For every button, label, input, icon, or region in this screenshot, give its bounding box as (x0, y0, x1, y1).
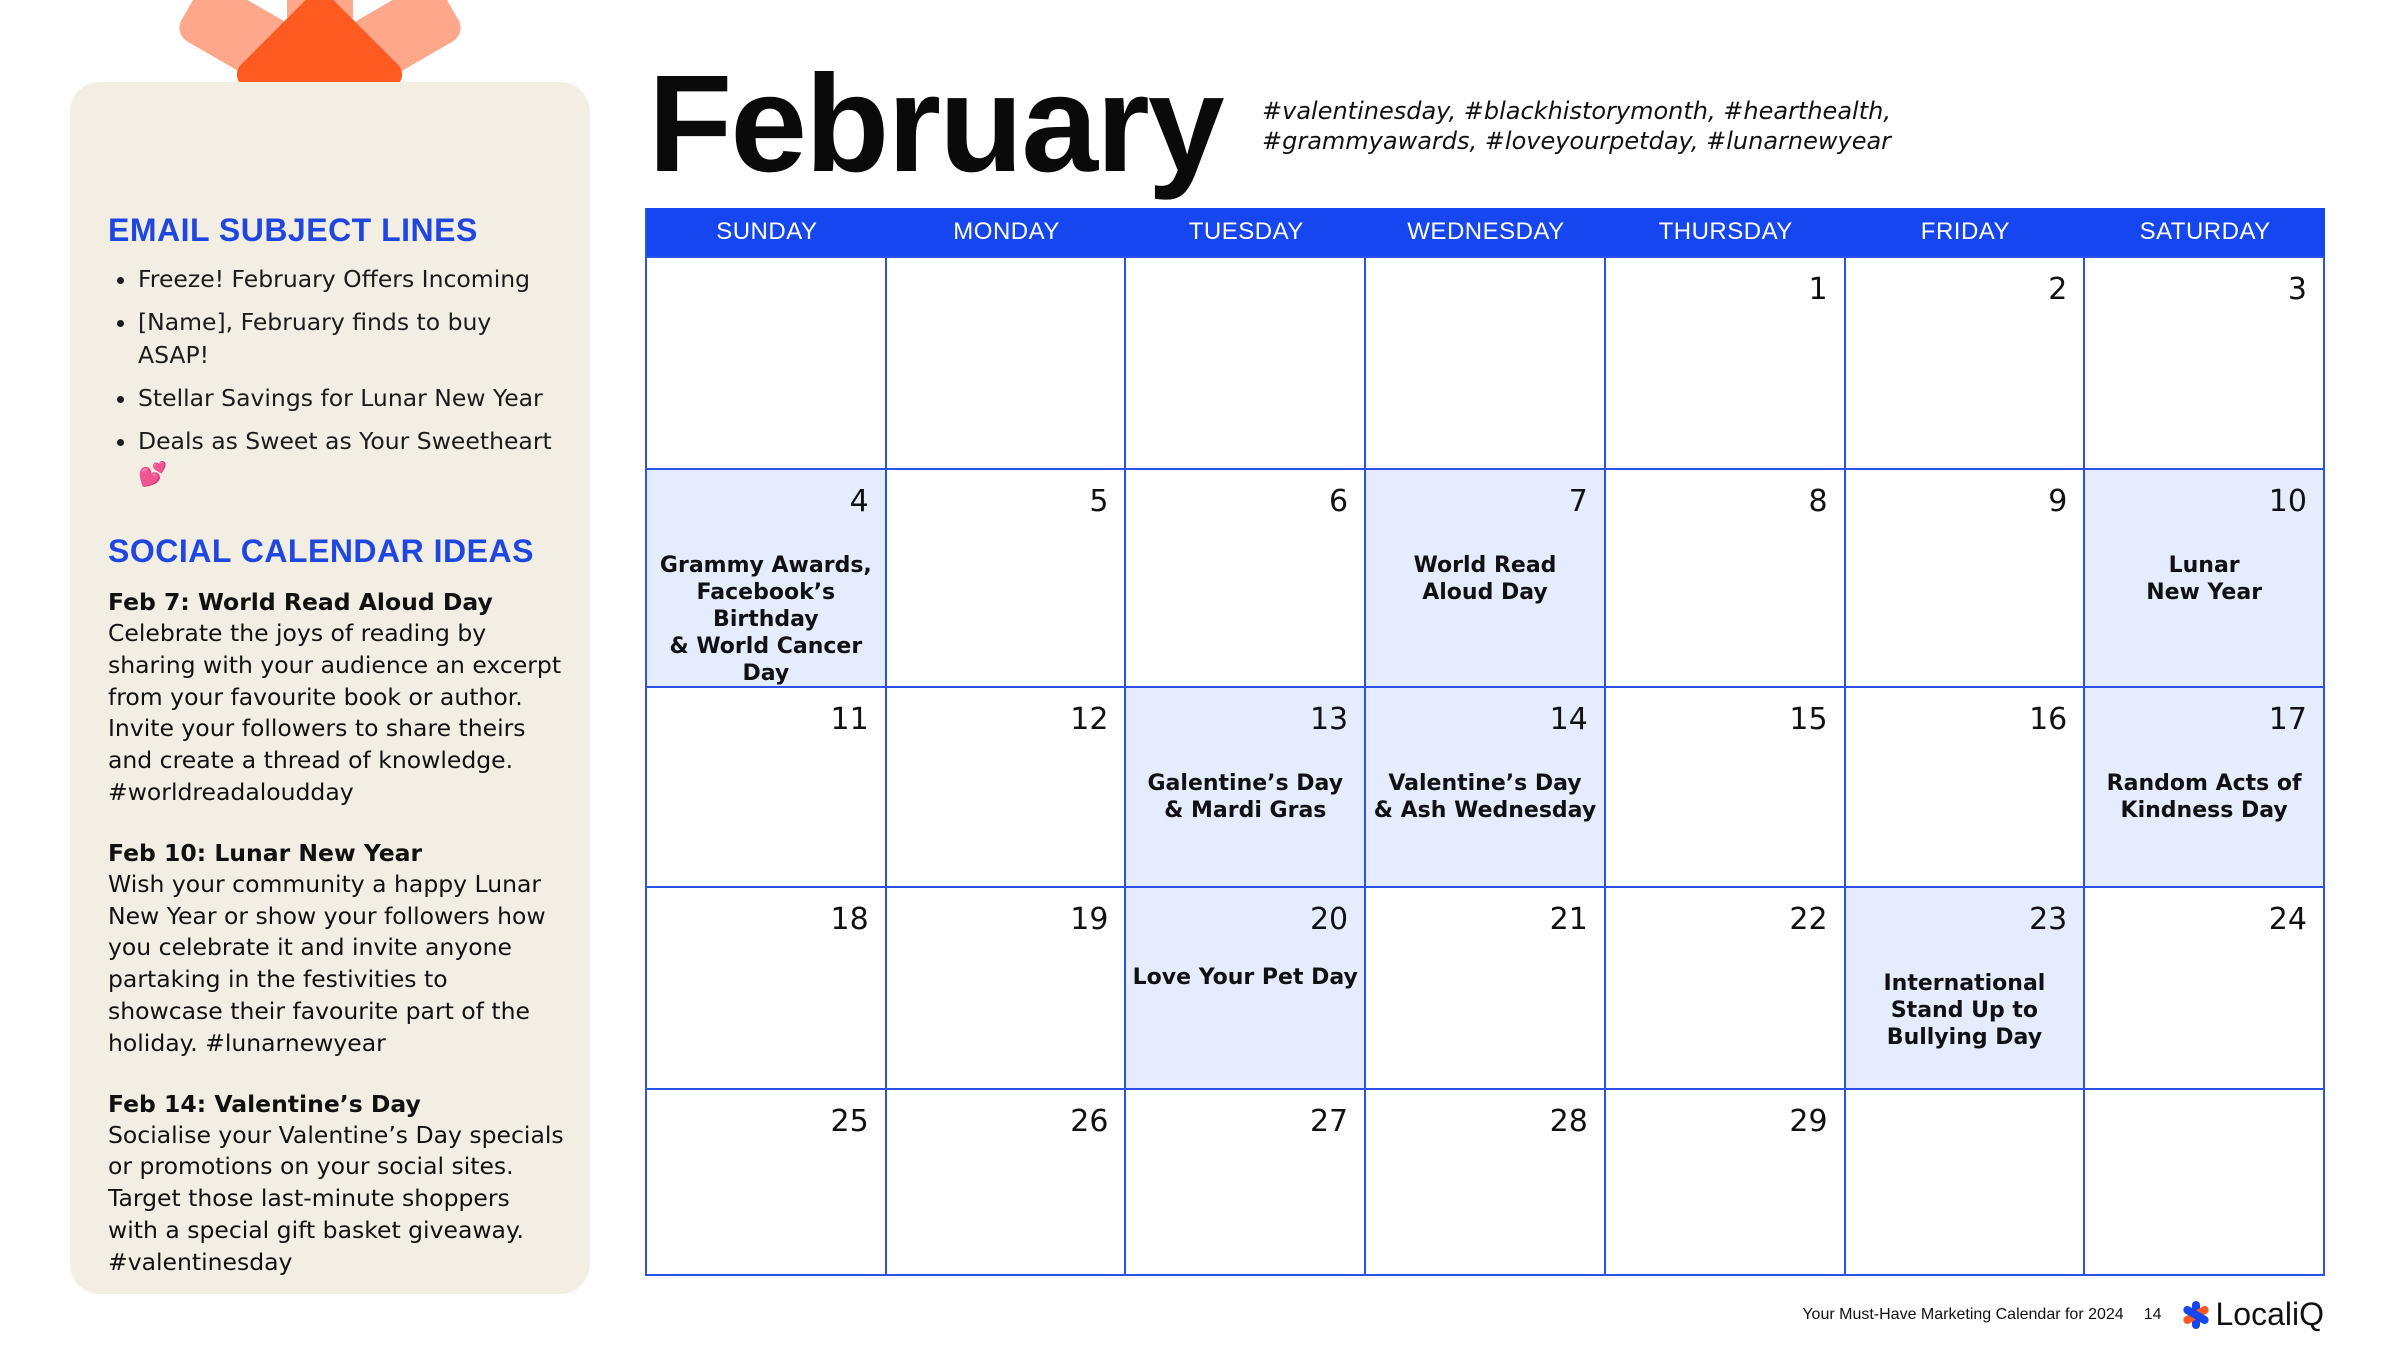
day-cell (1366, 256, 1606, 468)
day-cell (1366, 686, 1606, 886)
day-cell (887, 256, 1127, 468)
day-cell (1606, 468, 1846, 686)
idea-title: Feb 14: Valentine’s Day (108, 1089, 421, 1118)
day-number: 7 (1568, 484, 1588, 519)
day-number: 9 (2048, 484, 2068, 519)
list-item: • Freeze! February Offers Incoming (138, 263, 564, 296)
footer-text: Your Must-Have Marketing Calendar for 2024 (1802, 1305, 2124, 1323)
day-number: 1 (1808, 272, 1828, 307)
day-number: 26 (1070, 1104, 1109, 1139)
day-number: 24 (2268, 902, 2307, 937)
day-number: 14 (1549, 702, 1588, 737)
idea-body: Celebrate the joys of reading by sharing with your audience an excerpt from your favourite book or author. Invite your followers to share theirs and create a thread of knowledge. #worldreadaloudday (108, 619, 562, 806)
list-item: • Stellar Savings for Lunar New Year (138, 382, 564, 415)
calendar-week (647, 256, 2325, 468)
day-cell (1126, 686, 1366, 886)
day-number: 15 (1789, 702, 1828, 737)
day-header-monday: MONDAY (953, 218, 1060, 245)
day-event: Valentine’s Day & Ash Wednesday (1373, 771, 1597, 823)
day-cell (1846, 686, 2086, 886)
day-cell (1606, 886, 1846, 1088)
day-event: Love Your Pet Day (1132, 965, 1358, 990)
idea-body: Wish your community a happy Lunar New Year or show your followers how you celebrate it and invite anyone partaking in the festivities to showcase their favourite part of the holiday. #lunarnewyear (108, 869, 546, 1057)
day-cell (2085, 1088, 2325, 1274)
day-number: 8 (1808, 484, 1828, 519)
day-number: 23 (2029, 902, 2068, 937)
day-cell (1606, 1088, 1846, 1274)
social-calendar-ideas-title: SOCIAL CALENDAR IDEAS (108, 533, 534, 569)
day-cell (1366, 1088, 1606, 1274)
calendar-week (647, 1088, 2325, 1274)
localiq-flower-icon (2182, 1301, 2210, 1329)
day-number: 6 (1329, 484, 1349, 519)
day-event: World Read Aloud Day (1413, 553, 1557, 605)
day-cell (1126, 886, 1366, 1088)
day-number: 27 (1309, 1104, 1349, 1139)
day-cell (887, 686, 1127, 886)
day-number: 20 (1309, 902, 1349, 937)
day-number: 5 (1089, 484, 1109, 519)
day-number: 18 (830, 902, 869, 937)
day-cell (1606, 256, 1846, 468)
day-cell (1126, 256, 1366, 468)
day-header-saturday: SATURDAY (2139, 218, 2271, 245)
day-number: 17 (2268, 702, 2307, 737)
day-cell (2085, 886, 2325, 1088)
day-number: 25 (830, 1104, 869, 1139)
day-cell (1846, 1088, 2086, 1274)
day-event: Random Acts of Kindness Day (2106, 771, 2302, 823)
day-cell (647, 256, 887, 468)
calendar-header (647, 208, 2325, 256)
day-cell (647, 886, 887, 1088)
calendar-grid (645, 208, 2325, 1276)
email-subject-lines-title: EMAIL SUBJECT LINES (108, 212, 478, 248)
day-header-wednesday: WEDNESDAY (1407, 218, 1565, 245)
day-cell (1366, 468, 1606, 686)
day-cell (887, 468, 1127, 686)
hashtags-line: #valentinesday, #blackhistorymonth, #hearthealth, (1262, 97, 1891, 125)
logo-text: LocaliQ (2215, 1296, 2324, 1332)
month-title: February (648, 47, 1223, 201)
day-number: 29 (1789, 1104, 1828, 1139)
day-number: 22 (1789, 902, 1828, 937)
day-number: 2 (2048, 272, 2068, 307)
day-cell (887, 1088, 1127, 1274)
day-event: Galentine’s Day & Mardi Gras (1147, 771, 1344, 823)
day-cell (1126, 1088, 1366, 1274)
day-header-sunday: SUNDAY (716, 218, 818, 245)
day-number: 3 (2287, 272, 2307, 307)
day-cell (647, 468, 887, 686)
idea-item (108, 1088, 564, 1279)
day-cell (2085, 686, 2325, 886)
day-cell (2085, 468, 2325, 686)
day-cell (1846, 468, 2086, 686)
day-number: 16 (2029, 702, 2068, 737)
sidebar-panel (70, 82, 590, 1294)
day-event: International Stand Up to Bullying Day (1883, 971, 2046, 1050)
email-subject-list (108, 263, 564, 491)
day-number: 12 (1070, 702, 1109, 737)
footer (1802, 1296, 2324, 1333)
calendar-week (647, 468, 2325, 686)
idea-body: Socialise your Valentine’s Day specials or promotions on your social sites. Target those last-minute shoppers with a special gift basket giveaway. #valentinesday (108, 1120, 564, 1276)
day-cell (647, 1088, 887, 1274)
idea-title: Feb 10: Lunar New Year (108, 838, 423, 867)
list-item: • [Name], February finds to buy ASAP! (138, 306, 564, 372)
hashtags (1262, 96, 1891, 156)
day-cell (1606, 686, 1846, 886)
day-cell (1126, 468, 1366, 686)
day-number: 13 (1309, 702, 1349, 737)
idea-item (108, 837, 564, 1060)
day-number: 4 (849, 484, 869, 519)
day-number: 10 (2268, 484, 2307, 519)
logo (2182, 1296, 2325, 1333)
day-cell (1846, 256, 2086, 468)
day-number: 11 (830, 702, 869, 737)
day-header-thursday: THURSDAY (1658, 218, 1793, 245)
hashtags-line: #grammyawards, #loveyourpetday, #lunarnewyear (1262, 127, 1892, 155)
day-cell (2085, 256, 2325, 468)
page-number: 14 (2143, 1305, 2162, 1323)
day-cell (1366, 886, 1606, 1088)
idea-item (108, 586, 564, 809)
day-cell (887, 886, 1127, 1088)
day-number: 19 (1070, 902, 1109, 937)
calendar-weeks (647, 256, 2325, 1274)
day-number: 21 (1549, 902, 1588, 937)
day-event: Lunar New Year (2146, 553, 2263, 605)
day-event: Grammy Awards, Facebook’s Birthday & World Cancer Day (659, 553, 872, 686)
day-number: 28 (1549, 1104, 1588, 1139)
day-header-friday: FRIDAY (1920, 218, 2011, 245)
idea-title: Feb 7: World Read Aloud Day (108, 588, 493, 616)
list-item: • Deals as Sweet as Your Sweetheart💕 (138, 425, 564, 491)
day-cell (647, 686, 887, 886)
day-cell (1846, 886, 2086, 1088)
calendar-week (647, 886, 2325, 1088)
calendar-week (647, 686, 2325, 886)
day-header-tuesday: TUESDAY (1188, 218, 1304, 245)
